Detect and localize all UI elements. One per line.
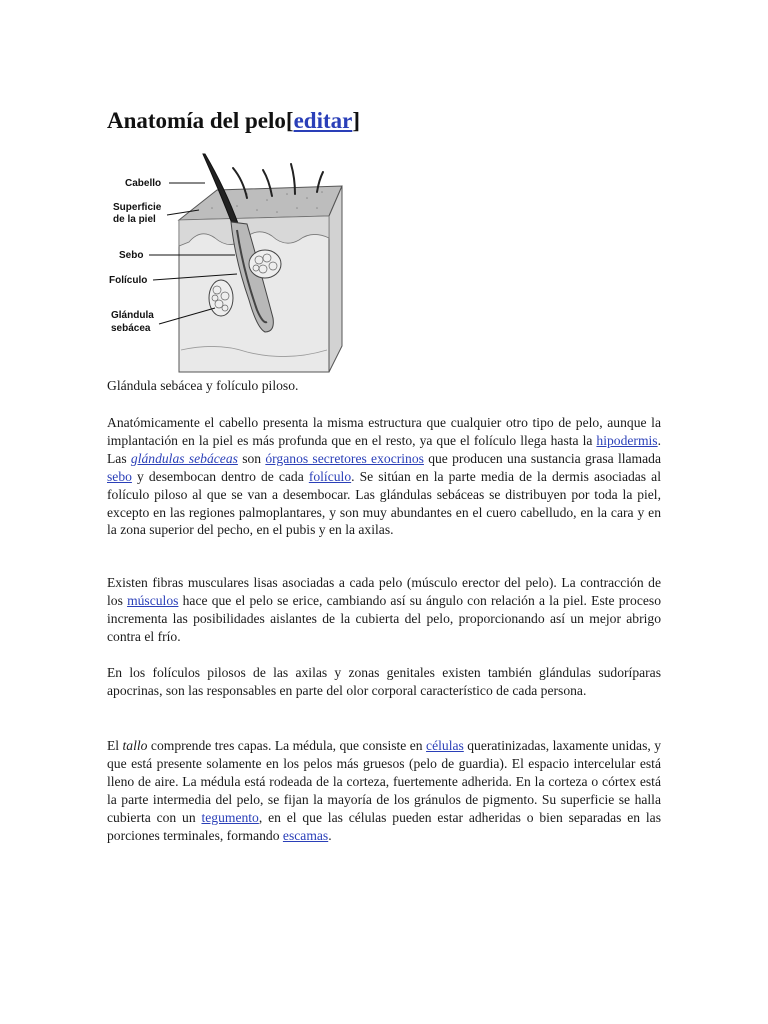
link-musculos[interactable]: músculos [127, 592, 179, 608]
label-foliculo: Folículo [109, 275, 148, 286]
link-tegumento[interactable]: tegumento [201, 809, 259, 825]
label-glandula-2: sebácea [111, 323, 151, 334]
p1-text-4: que producen una sustancia grasa llamada [423, 450, 661, 466]
sebaceous-gland-left [209, 280, 233, 316]
link-organos-secretores[interactable]: órganos secretores exocrinos [265, 450, 424, 466]
p4-text-2: comprende tres capas. La médula, que consiste en [147, 738, 427, 753]
p1-text-2: . Las [107, 432, 661, 466]
p1-text-3: son [237, 450, 266, 466]
p2-text-2: hace que el pelo se erice, cambiando así su ángulo con relación a la piel. Este proceso incrementa las posibilidades aislantes de la cubierta del pelo, proporcionando así un mejor abrigo contra el frío. [107, 592, 662, 644]
p4-text-3: queratinizadas, laxamente unidas, y que está presente solamente en los pelos más gruesos (pelo de guardia). El espacio intercelular está lleno de aire. La médula está rodeada de la corteza, fuertemente adherida. En la corteza o córtex está la parte intermedia del pelo, se fijan la mayoría de los gránulos de pigmento. Su superficie se halla cubierta con un [107, 738, 662, 825]
paragraph-1 [107, 414, 661, 539]
paragraph-3 [107, 664, 661, 700]
edit-link[interactable]: editar [293, 108, 353, 133]
label-sebo: Sebo [119, 250, 144, 261]
p1-text-6: . Se sitúan en la parte media de la dermis asociadas al folículo piloso al que se van a desembocar. Las glándulas sebáceas se distribuyen por toda la piel, excepto en las regiones palmoplantares, y son muy abundantes en el cuero cabelludo, en la cara y en la zona superior del pecho, en el pubis y en la axilas. [107, 468, 661, 538]
link-escamas[interactable]: escamas [282, 827, 329, 843]
link-hipodermis[interactable]: hipodermis [596, 432, 658, 448]
paragraph-4 [107, 737, 661, 844]
link-sebo[interactable]: sebo [107, 468, 132, 484]
label-glandula-1: Glándula [111, 310, 154, 321]
figure-caption: Glándula sebácea y folículo piloso. [107, 378, 299, 393]
p2-text-1: Existen fibras musculares lisas asociadas a cada pelo (músculo erector del pelo). La contracción de los [107, 575, 661, 608]
section-heading [107, 108, 360, 134]
link-foliculo[interactable]: folículo [308, 468, 352, 484]
p4-em-tallo: tallo [122, 738, 148, 753]
p3-text-1: En los folículos pilosos de las axilas y zonas genitales existen también glándulas sudoríparas apocrinas, son las responsables en parte del olor corporal característico de cada persona. [107, 665, 661, 698]
p4-text-4: , en el que las células pueden estar adheridas o bien separadas en las porciones terminales, formando [107, 809, 661, 843]
p4-text-1: El [107, 738, 123, 753]
link-glandulas-text: glándulas sebáceas [130, 450, 238, 466]
heading-bracket-open: [ [285, 108, 294, 133]
p1-text-5: y desembocan dentro de cada [131, 468, 309, 484]
hair-follicle-diagram [107, 150, 347, 378]
paragraph-2 [107, 574, 661, 646]
heading-bracket-close: ] [352, 108, 360, 133]
p1-text-1: Anatómicamente el cabello presenta la misma estructura que cualquier otro tipo de pelo, aunque la implantación en la piel es más profunda que en el resto, ya que el folículo llega hasta la [107, 415, 661, 448]
link-celulas[interactable]: células [426, 738, 464, 753]
p4-text-5: . [328, 827, 332, 843]
label-cabello: Cabello [125, 178, 162, 189]
label-superficie-1: Superficie [113, 202, 162, 213]
skin-side [329, 186, 342, 372]
heading-title: Anatomía del pelo [107, 108, 286, 133]
link-glandulas-sebaceas[interactable] [131, 451, 238, 466]
label-superficie-2: de la piel [113, 214, 156, 225]
